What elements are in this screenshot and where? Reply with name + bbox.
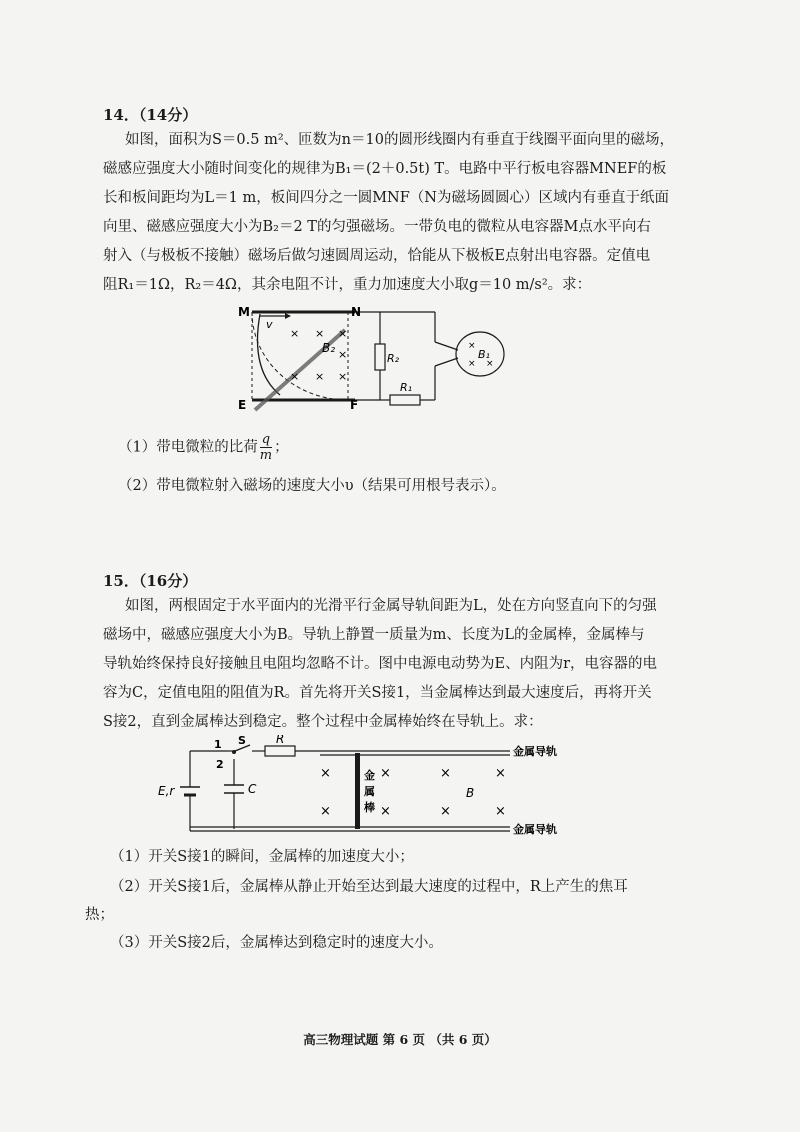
q14-line-6: 阻R₁＝1Ω，R₂＝4Ω，其余电阻不计，重力加速度大小取g＝10 m/s²。求： (103, 277, 592, 293)
q15-label-b: B (466, 786, 475, 800)
q15-line-5: S接2，直到金属棒达到稳定。整个过程中金属棒始终在导轨上。求： (103, 714, 543, 730)
q15-sub1: （1）开关S接1的瞬间，金属棒的加速度大小； (110, 849, 414, 865)
q14-label-b2: B₂ (322, 341, 336, 355)
q15-cross: × (320, 804, 331, 819)
q14-label-m: M (238, 305, 250, 319)
q14-line-3: 长和板间距均为L＝1 m，板间四分之一圆MNF（N为磁场圆圆心）区域内有垂直于纸面 (103, 190, 669, 206)
q14-cross: × (486, 359, 494, 369)
q14-label-r1: R₁ (400, 381, 413, 394)
q15-label-c: C (248, 782, 257, 796)
q14-line-2: 磁感应强度大小随时间变化的规律为B₁＝(2＋0.5t) T。电路中平行板电容器MNEF的板 (103, 161, 667, 177)
q14-line-4: 向里、磁感应强度大小为B₂＝2 T的匀强磁场。一带负电的微粒从电容器M点水平向右 (103, 219, 651, 235)
q14-label-v: v (266, 318, 273, 331)
q14-circuit-diagram (230, 300, 530, 430)
q14-line-1: 如图，面积为S＝0.5 m²、匝数为n＝10的圆形线圈内有垂直于线圈平面向里的磁场， (125, 132, 674, 148)
q15-rail-top-label: 金属导轨 (513, 745, 557, 758)
q15-circuit-diagram (150, 735, 590, 840)
q15-cross: × (380, 804, 391, 819)
q14-cross: × (290, 370, 300, 383)
q14-sub2: （2）带电微粒射入磁场的速度大小υ（结果可用根号表示）。 (118, 478, 506, 494)
q15-label-1: 1 (214, 738, 222, 751)
q15-text (103, 592, 657, 737)
q15-rod-label-1: 金 (364, 769, 375, 782)
page-footer: 高三物理试题 第 6 页 （共 6 页） (303, 1032, 497, 1047)
q14-cross: × (290, 327, 300, 340)
q14-fraction-num: q (261, 432, 271, 447)
q15-line-3: 导轨始终保持良好接触且电阻均忽略不计。图中电源电动势为E、内阻为r，电容器的电 (103, 656, 658, 672)
q15-rail-bottom-label: 金属导轨 (513, 823, 557, 836)
q15-cross: × (495, 766, 506, 781)
q14-sub1-text: （1）带电微粒的比荷 (118, 439, 258, 456)
q14-fraction-den: m (259, 448, 273, 463)
q14-label-r2: R₂ (387, 352, 400, 365)
q15-header: 15．（16分） (103, 572, 198, 590)
q14-r2-resistor (375, 344, 385, 370)
q15-label-s: S (238, 735, 246, 747)
q14-r1-resistor (390, 395, 420, 405)
q15-cross: × (320, 766, 331, 781)
q15-cross: × (440, 766, 451, 781)
q15-rod-label-3: 棒 (364, 801, 375, 814)
q14-label-f: F (350, 398, 359, 412)
q15-sub3: （3）开关S接2后，金属棒达到稳定时的速度大小。 (110, 935, 443, 951)
q14-sub1 (118, 432, 289, 463)
q15-cross: × (380, 766, 391, 781)
q15-line-2: 磁场中，磁感应强度大小为B。导轨上静置一质量为m、长度为L的金属棒，金属棒与 (103, 627, 645, 643)
q14-header: 14．（14分） (103, 106, 198, 124)
q15-sub2-line1: （2）开关S接1后，金属棒从静止开始至达到最大速度的过程中，R上产生的焦耳 (110, 879, 628, 895)
q15-cross: × (440, 804, 451, 819)
q14-line-5: 射入（与极板不接触）磁场后做匀速圆周运动，恰能从下极板E点射出电容器。定值电 (103, 248, 651, 264)
q14-label-b1: B₁ (478, 348, 490, 361)
q15-label-er: E,r (158, 784, 175, 798)
q14-ratio-fraction (260, 432, 272, 463)
q15-line-4: 容为C，定值电阻的阻值为R。首先将开关S接1，当金属棒达到最大速度后，再将开关 (103, 685, 652, 701)
q14-label-e: E (238, 398, 247, 412)
q15-cross: × (495, 804, 506, 819)
q15-sub2-line2: 热； (85, 907, 114, 923)
q15-line-1: 如图，两根固定于水平面内的光滑平行金属导轨间距为L，处在方向竖直向下的匀强 (125, 598, 657, 614)
q14-sub1-suffix: ； (274, 439, 289, 456)
q15-resistor-r (265, 746, 295, 756)
q14-cross: × (338, 348, 348, 361)
q15-metal-rod (355, 753, 360, 829)
q14-cross: × (338, 327, 348, 340)
q14-label-n: N (351, 305, 362, 319)
q14-cross: × (315, 327, 325, 340)
q14-cross: × (338, 370, 348, 383)
q14-text (103, 126, 674, 300)
q15-label-2: 2 (216, 758, 224, 771)
q15-rod-label-2: 属 (364, 785, 375, 798)
q14-cross: × (468, 341, 476, 351)
q14-cross: × (315, 370, 325, 383)
q14-cross: × (468, 359, 476, 369)
q15-label-r: R (276, 735, 285, 746)
